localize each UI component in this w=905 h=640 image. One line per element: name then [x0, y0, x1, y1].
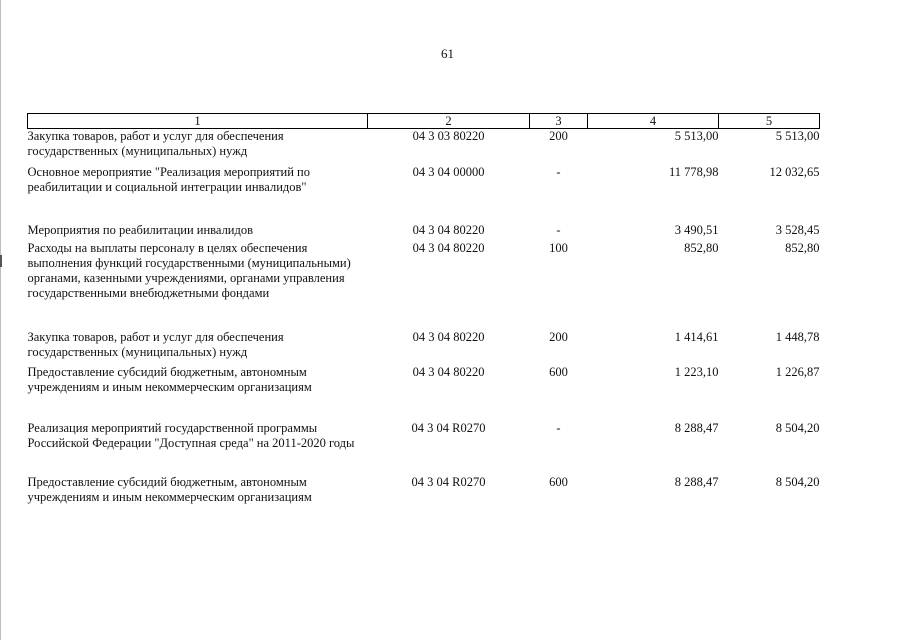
row-code: 04 3 04 80220 [412, 364, 485, 379]
column-header: 5 [719, 114, 820, 129]
table-row [28, 475, 820, 511]
table-row [28, 365, 820, 421]
row-name: Закупка товаров, работ и услуг для обеспечения государственных (муниципальных) нужд [27, 129, 284, 158]
row-name: Предоставление субсидий бюджетным, автономным учреждениям и иным некоммерческим организациям [27, 364, 312, 394]
row-type: - [556, 222, 561, 237]
table-row [28, 223, 820, 241]
column-header: 1 [28, 114, 368, 129]
budget-table [27, 113, 820, 511]
row-type: 600 [549, 364, 568, 379]
row-code: 04 3 04 80220 [412, 240, 485, 255]
column-header: 2 [368, 114, 530, 129]
row-name: Мероприятия по реабилитации инвалидов [27, 222, 254, 237]
row-code: 04 3 04 00000 [412, 164, 485, 179]
row-value-2: 5 513,00 [775, 129, 820, 143]
row-code: 04 3 04 R0270 [411, 474, 486, 489]
scan-margin-mark [0, 255, 2, 267]
row-name: Предоставление субсидий бюджетным, автономным учреждениям и иным некоммерческим организациям [27, 474, 312, 504]
table-row [28, 330, 820, 365]
row-code: 04 3 04 80220 [412, 222, 485, 237]
table-header-row [28, 114, 820, 129]
row-value-1: 3 490,51 [674, 222, 719, 237]
row-value-2: 8 504,20 [775, 474, 820, 489]
row-value-1: 1 223,10 [674, 364, 719, 379]
table-row [28, 241, 820, 330]
row-name: Реализация мероприятий государственной программы Российской Федерации "Доступная среда" на 2011-2020 годы [27, 420, 355, 450]
page-left-edge [0, 0, 1, 640]
row-code: 04 3 03 80220 [412, 129, 485, 143]
row-type: 600 [549, 474, 568, 489]
row-value-1: 11 778,98 [668, 164, 719, 179]
row-type: 100 [549, 240, 568, 255]
row-type: - [556, 164, 561, 179]
table-row [28, 129, 820, 165]
row-name: Основное мероприятие "Реализация мероприятий по реабилитации и социальной интеграции инвалидов" [27, 164, 311, 194]
row-value-2: 852,80 [785, 240, 820, 255]
row-value-1: 1 414,61 [674, 329, 719, 344]
row-value-2: 8 504,20 [775, 420, 820, 435]
row-value-1: 8 288,47 [674, 474, 719, 489]
row-value-2: 1 448,78 [775, 329, 820, 344]
row-type: 200 [549, 329, 568, 344]
column-header: 3 [530, 114, 588, 129]
table-row [28, 421, 820, 475]
row-name: Расходы на выплаты персоналу в целях обеспечения выполнения функций государственными (муниципальными) органами, казенными учреждениями, органами управления государственными внебюджетными фондами [27, 240, 351, 300]
row-value-1: 5 513,00 [674, 129, 719, 143]
column-header: 4 [588, 114, 719, 129]
row-code: 04 3 04 80220 [412, 329, 485, 344]
row-value-2: 12 032,65 [769, 164, 820, 179]
row-type: 200 [549, 129, 568, 143]
page-number: 61 [441, 46, 454, 61]
row-code: 04 3 04 R0270 [411, 420, 486, 435]
row-type: - [556, 420, 561, 435]
row-value-1: 8 288,47 [674, 420, 719, 435]
row-value-2: 1 226,87 [775, 364, 820, 379]
row-value-2: 3 528,45 [775, 222, 820, 237]
row-name: Закупка товаров, работ и услуг для обеспечения государственных (муниципальных) нужд [27, 329, 284, 359]
row-value-1: 852,80 [684, 240, 719, 255]
table-row [28, 165, 820, 223]
